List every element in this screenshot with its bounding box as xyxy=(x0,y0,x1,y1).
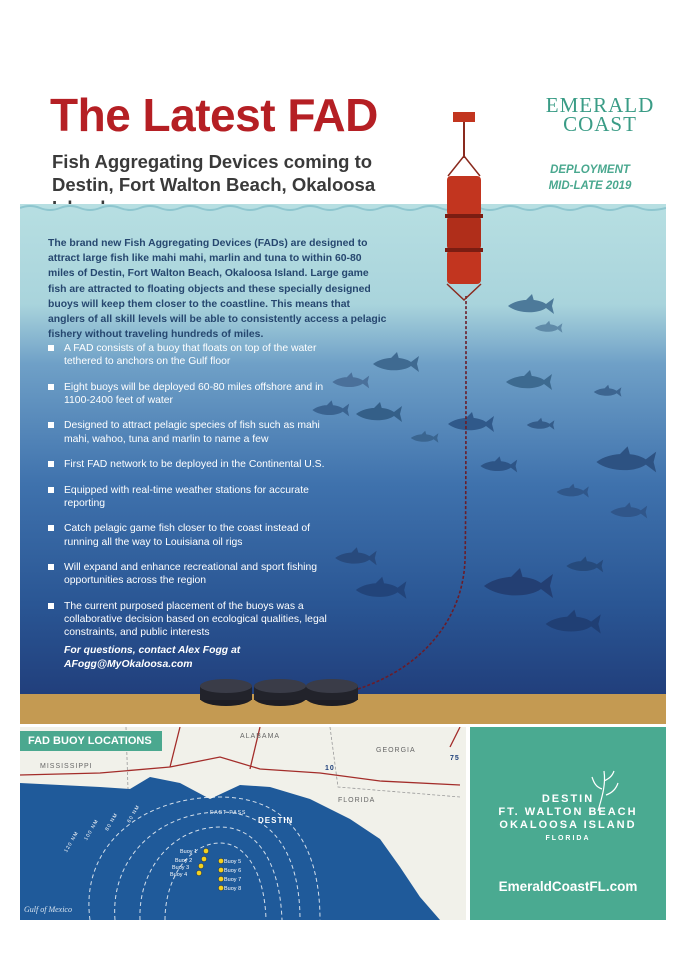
fish-icon xyxy=(332,372,369,388)
east-pass-label: EAST PASS xyxy=(210,810,247,816)
list-item-text: Will expand and enhance recreational and sport fishing opportunities across the region xyxy=(64,562,317,587)
intro-paragraph: The brand new Fish Aggregating Devices (FADs) are designed to attract large fish like mahi mahi, marlin and tuna to within 60-80 miles of Destin, Fort Walton Beach, Okaloosa Island. Large game fish are attracted to floating objects and these specially designed buoys will keep them closer to the coastline. This means that anglers of all skill levels will be able to consistently access a pelagic fishery without traveling hundreds of miles. xyxy=(48,238,387,341)
contact-email[interactable]: AFogg@MyOkaloosa.com xyxy=(64,659,193,670)
list-item-text: A FAD consists of a buoy that floats on top of the water tethered to anchors on the Gulf floor xyxy=(64,343,317,368)
map-title: FAD BUOY LOCATIONS xyxy=(20,731,162,751)
mooring-chain xyxy=(340,296,466,694)
list-item-text: Catch pelagic game fish closer to the coast instead of running all the way to Louisiana oil rigs xyxy=(64,523,311,548)
bullet-icon xyxy=(48,345,54,351)
list-item xyxy=(48,561,328,587)
fish-school xyxy=(312,294,656,634)
anchor-blocks xyxy=(200,679,358,706)
ring-100-label: 100 NM xyxy=(83,818,101,842)
buoy-8-label: Buoy 8 xyxy=(224,886,242,892)
buoy-7-label: Buoy 7 xyxy=(224,877,242,883)
buoy-marker-icon xyxy=(201,856,206,861)
buoy-location-map xyxy=(20,727,466,920)
buoy-marker-icon xyxy=(198,863,203,868)
fish-icon xyxy=(610,502,647,518)
fish-icon xyxy=(566,556,603,572)
buoy-2-label: Buoy 2 xyxy=(175,858,193,864)
page-title: The Latest FAD xyxy=(50,89,378,141)
buoy-marker-icon xyxy=(218,867,223,872)
buoy-marker-icon xyxy=(196,870,201,875)
list-item xyxy=(48,600,328,640)
list-item xyxy=(48,458,328,471)
buoy-marker-icon xyxy=(218,885,223,890)
list-item xyxy=(48,419,328,445)
bullet-icon xyxy=(48,525,54,531)
panel-florida: FLORIDA xyxy=(545,835,591,842)
list-item xyxy=(48,342,328,368)
fad-buoy-icon xyxy=(445,112,483,300)
ring-60-label: 60 NM xyxy=(126,803,142,825)
buoy-4-label: Buoy 4 xyxy=(170,872,188,878)
website-link[interactable]: EmeraldCoastFL.com xyxy=(498,879,638,894)
bullet-icon xyxy=(48,384,54,390)
fish-icon xyxy=(594,385,622,397)
list-item-text: Eight buoys will be deployed 60-80 miles offshore and in 1100-2400 feet of water xyxy=(64,381,324,406)
fish-icon xyxy=(506,370,552,390)
fish-icon xyxy=(527,418,555,430)
list-item-text: Designed to attract pelagic species of fish such as mahi mahi, wahoo, tuna and marlin to name a few xyxy=(64,420,320,445)
fish-icon xyxy=(448,412,494,432)
interstate-10-label: 10 xyxy=(325,765,335,772)
fish-icon xyxy=(546,610,601,634)
fact-list xyxy=(48,342,328,652)
bullet-icon xyxy=(48,422,54,428)
list-item-text: The current purposed placement of the buoys was a collaborative decision based on ecological qualities, legal constraints, and public interests xyxy=(64,600,327,639)
ring-120-label: 120 NM xyxy=(63,830,81,854)
gulf-of-mexico-label: Gulf of Mexico xyxy=(24,905,72,914)
state-alabama-label: ALABAMA xyxy=(240,733,281,740)
list-item xyxy=(48,522,328,548)
buoy-6-label: Buoy 6 xyxy=(224,868,242,874)
destination-panel xyxy=(470,727,666,920)
bullet-icon xyxy=(48,603,54,609)
state-florida-label: FLORIDA xyxy=(338,797,376,804)
fish-icon xyxy=(596,446,656,472)
fish-icon xyxy=(484,568,553,598)
fish-icon xyxy=(557,484,589,498)
buoy-marker-icon xyxy=(203,848,208,853)
buoy-5-label: Buoy 5 xyxy=(224,859,242,865)
fish-icon xyxy=(356,402,402,422)
contact-text: For questions, contact Alex Fogg at xyxy=(64,645,241,656)
city-destin-label: DESTIN xyxy=(258,816,294,825)
fish-icon xyxy=(356,577,407,599)
panel-okaloosa: OKALOOSA ISLAND xyxy=(499,819,637,831)
buoy-marker-icon xyxy=(218,858,223,863)
deployment-date: MID-LATE 2019 xyxy=(548,180,632,192)
bullet-icon xyxy=(48,487,54,493)
fish-icon xyxy=(335,547,376,565)
list-item-text: First FAD network to be deployed in the Continental U.S. xyxy=(64,459,325,471)
list-item xyxy=(48,484,328,510)
contact-note xyxy=(64,644,294,672)
state-mississippi-label: MISSISSIPPI xyxy=(40,763,93,770)
fish-icon xyxy=(373,352,419,372)
state-georgia-label: GEORGIA xyxy=(376,747,416,754)
interstate-75-label: 75 xyxy=(450,755,460,762)
fish-icon xyxy=(411,431,439,443)
buoy-marker-icon xyxy=(218,876,223,881)
brand-logo-line2: COAST xyxy=(563,112,637,136)
page-subtitle: Fish Aggregating Devices coming to Destin, Fort Walton Beach, Okaloosa xyxy=(52,151,376,195)
buoy-1-label: Buoy 1 xyxy=(180,849,198,855)
fish-icon xyxy=(535,321,563,333)
panel-fort-walton: FT. WALTON BEACH xyxy=(498,806,638,818)
panel-destin: DESTIN xyxy=(541,793,595,805)
fish-icon xyxy=(508,294,554,314)
brand-logo-line1: EMERALD xyxy=(545,93,655,117)
bullet-icon xyxy=(48,564,54,570)
list-item xyxy=(48,381,328,407)
fish-icon xyxy=(480,456,517,472)
buoy-3-label: Buoy 3 xyxy=(172,865,190,871)
deployment-label: DEPLOYMENT xyxy=(550,164,630,176)
bullet-icon xyxy=(48,461,54,467)
ring-80-label: 80 NM xyxy=(104,811,120,833)
list-item-text: Equipped with real-time weather stations for accurate reporting xyxy=(64,484,309,509)
